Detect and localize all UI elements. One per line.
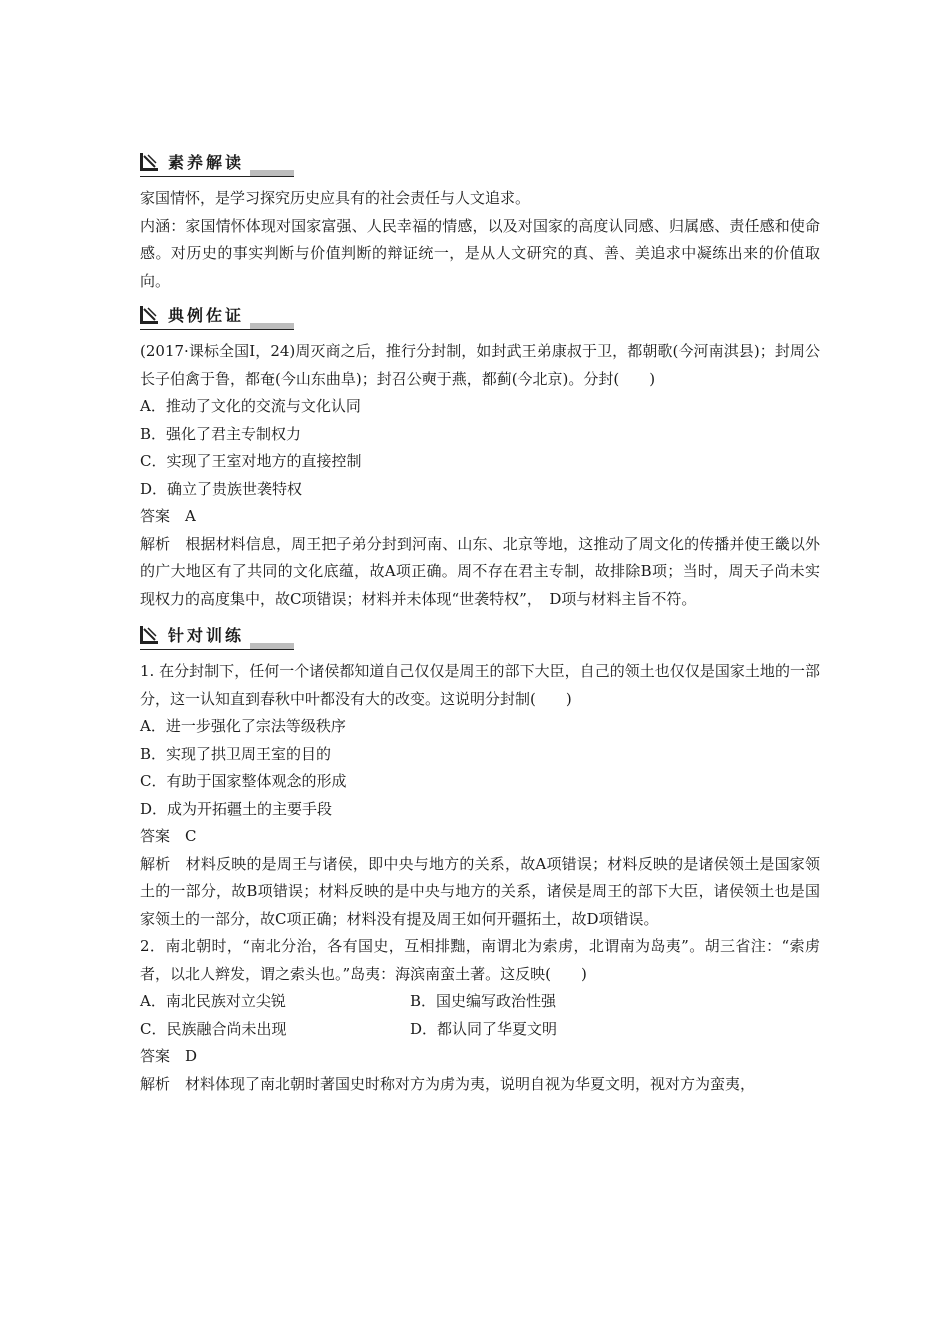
q2-options-row	[140, 1016, 820, 1044]
q2-option-a: A．南北民族对立尖锐	[140, 992, 286, 1010]
analysis: 解析 根据材料信息，周王把子弟分封到河南、山东、北京等地，这推动了周文化的传播并使王畿以外的广大地区有了共同的文化底蕴，故A项正确。周不存在君主专制，故排除B项；当时，周天子尚未实现权力的高度集中，故C项错误；材料并未体现“世袭特权”， D项与材料主旨不符。	[140, 534, 820, 608]
section-header-example	[140, 303, 294, 330]
literacy-line: 家国情怀，是学习探究历史应具有的社会责任与人文追求。	[140, 189, 531, 207]
answer: 答案 A	[140, 507, 196, 525]
q1-option-c: C．有助于国家整体观念的形成	[140, 772, 347, 790]
q1-answer: 答案 C	[140, 827, 197, 845]
option-b: B．强化了君主专制权力	[140, 424, 302, 443]
q1-stem: 1. 在分封制下，任何一个诸侯都知道自己仅仅是周王的部下大臣，自己的领土也仅仅是国家土地的一部分，这一认知直到春秋中叶都没有大的改变。这说明分封制( )	[140, 662, 820, 708]
section-marker-icon	[140, 153, 158, 171]
section-header-literacy	[140, 150, 294, 177]
q1-option-b: B．实现了拱卫周王室的目的	[140, 744, 332, 763]
example-question: (2017·课标全国Ⅰ，24)周灭商之后，推行分封制，如封武王弟康叔于卫，都朝歌(今河南淇县)；封周公长子伯禽于鲁，都奄(今山东曲阜)；封召公奭于燕，都蓟(今北京)。分封( )	[140, 342, 820, 388]
q2-option-b: B．国史编写政治性强	[410, 992, 557, 1010]
q1-analysis: 解析 材料反映的是周王与诸侯，即中央与地方的关系，故A项错误；材料反映的是诸侯领土是国家领土的一部分，故B项错误；材料反映的是中央与地方的关系，诸侯是周王的部下大臣，诸侯领土也是国家领土的一部分，故C项正确；材料没有提及周王如何开疆拓土，故D项错误。	[140, 854, 820, 928]
q1-option-d: D．成为开拓疆土的主要手段	[140, 799, 333, 818]
option-c: C．实现了王室对地方的直接控制	[140, 452, 362, 470]
option-a: A．推动了文化的交流与文化认同	[140, 397, 361, 415]
section-marker-icon	[140, 626, 158, 644]
section-title: 典例佐证	[168, 303, 250, 329]
literacy-line: 内涵：家国情怀体现对国家富强、人民幸福的情感，以及对国家的高度认同感、归属感、责任感和使命感。对历史的事实判断与价值判断的辩证统一，是从人文研究的真、善、美追求中凝练出来的价值取向。	[140, 216, 820, 290]
section-title: 素养解读	[168, 150, 250, 176]
q1-option-a: A．进一步强化了宗法等级秩序	[140, 717, 346, 735]
section-header-training	[140, 623, 294, 650]
q2-option-c: C．民族融合尚未出现	[140, 1019, 287, 1038]
section-marker-icon	[140, 306, 158, 324]
q2-stem: 2．南北朝时，“南北分治，各有国史，互相排黜，南谓北为索虏，北谓南为岛夷”。胡三省注：“索虏者，以北人辫发，谓之索头也。”岛夷：海滨南蛮土著。这反映( )	[140, 937, 820, 983]
q2-answer: 答案 D	[140, 1047, 198, 1065]
q2-analysis: 解析 材料体现了南北朝时著国史时称对方为虏为夷，说明自视为华夏文明，视对方为蛮夷，	[140, 1074, 756, 1093]
section-title: 针对训练	[168, 623, 250, 649]
q2-option-d: D．都认同了华夏文明	[410, 1019, 558, 1038]
q2-options-row	[140, 988, 820, 1016]
document-page	[140, 150, 820, 1104]
option-d: D．确立了贵族世袭特权	[140, 479, 303, 498]
